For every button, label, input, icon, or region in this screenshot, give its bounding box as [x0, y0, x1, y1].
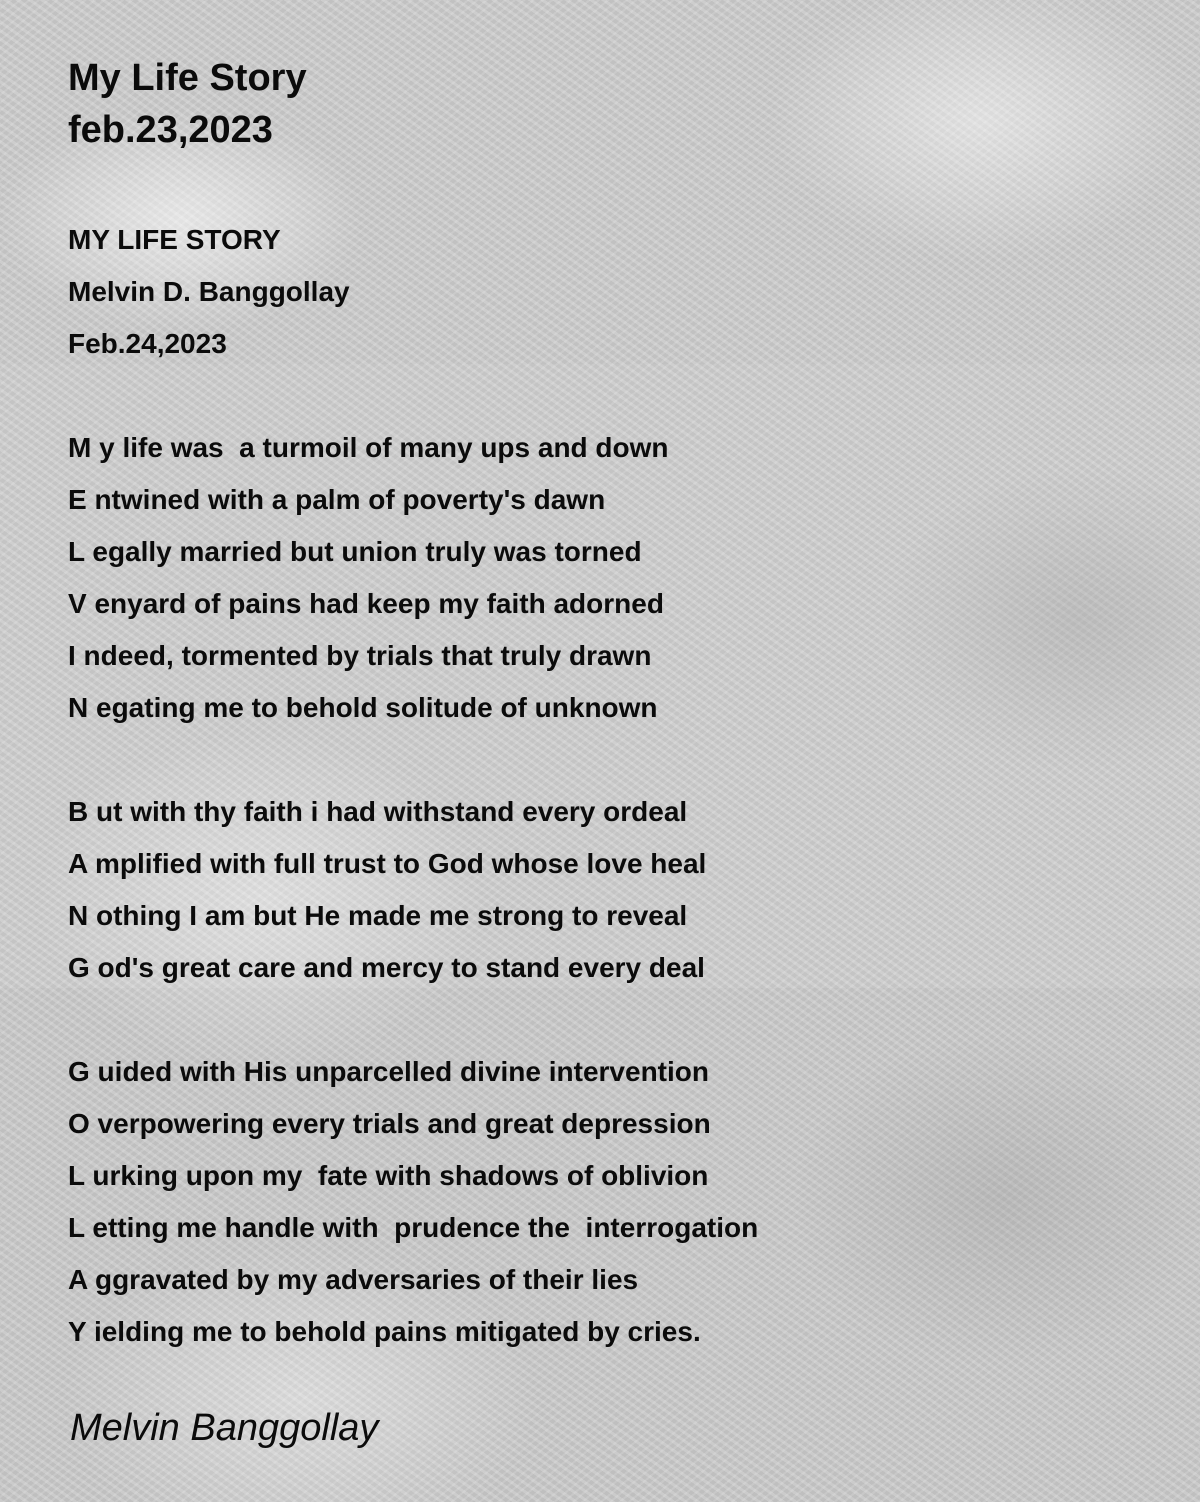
stanza-2	[68, 786, 1128, 994]
stanza-gap	[68, 994, 1128, 1046]
poem-line: M y life was a turmoil of many ups and down	[68, 432, 669, 463]
poem-author: Melvin D. Banggollay	[68, 276, 350, 307]
poem-line: A mplified with full trust to God whose love heal	[68, 848, 707, 879]
poem-header	[68, 214, 1128, 370]
poem-date: Feb.24,2023	[68, 328, 227, 359]
poem-line: N egating me to behold solitude of unknown	[68, 692, 658, 723]
stanza-3	[68, 1046, 1128, 1358]
poem-line: V enyard of pains had keep my faith adorned	[68, 588, 664, 619]
poet-signature: Melvin Banggollay	[70, 1407, 379, 1449]
poem-line: L etting me handle with prudence the interrogation	[68, 1212, 759, 1243]
poem-title	[68, 52, 1128, 156]
poem-line: L urking upon my fate with shadows of oblivion	[68, 1160, 709, 1191]
poem-content	[68, 52, 1128, 1358]
stanza-1	[68, 422, 1128, 734]
poem-line: G od's great care and mercy to stand every deal	[68, 952, 705, 983]
poem-title-date: feb.23,2023	[68, 109, 273, 151]
poem-line: L egally married but union truly was torned	[68, 536, 642, 567]
poem-line: E ntwined with a palm of poverty's dawn	[68, 484, 606, 515]
poem-line: O verpowering every trials and great depression	[68, 1108, 711, 1139]
poem-line: Y ielding me to behold pains mitigated by cries.	[68, 1316, 701, 1347]
poem-line: N othing I am but He made me strong to reveal	[68, 900, 688, 931]
poem-line: A ggravated by my adversaries of their lies	[68, 1264, 639, 1295]
poem-line: G uided with His unparcelled divine intervention	[68, 1056, 709, 1087]
stanza-gap	[68, 734, 1128, 786]
stanza-gap	[68, 370, 1128, 422]
poem-heading: MY LIFE STORY	[68, 224, 281, 255]
poem-line: B ut with thy faith i had withstand every ordeal	[68, 796, 688, 827]
poem-line: I ndeed, tormented by trials that truly drawn	[68, 640, 652, 671]
poem-title-line: My Life Story	[68, 57, 307, 99]
